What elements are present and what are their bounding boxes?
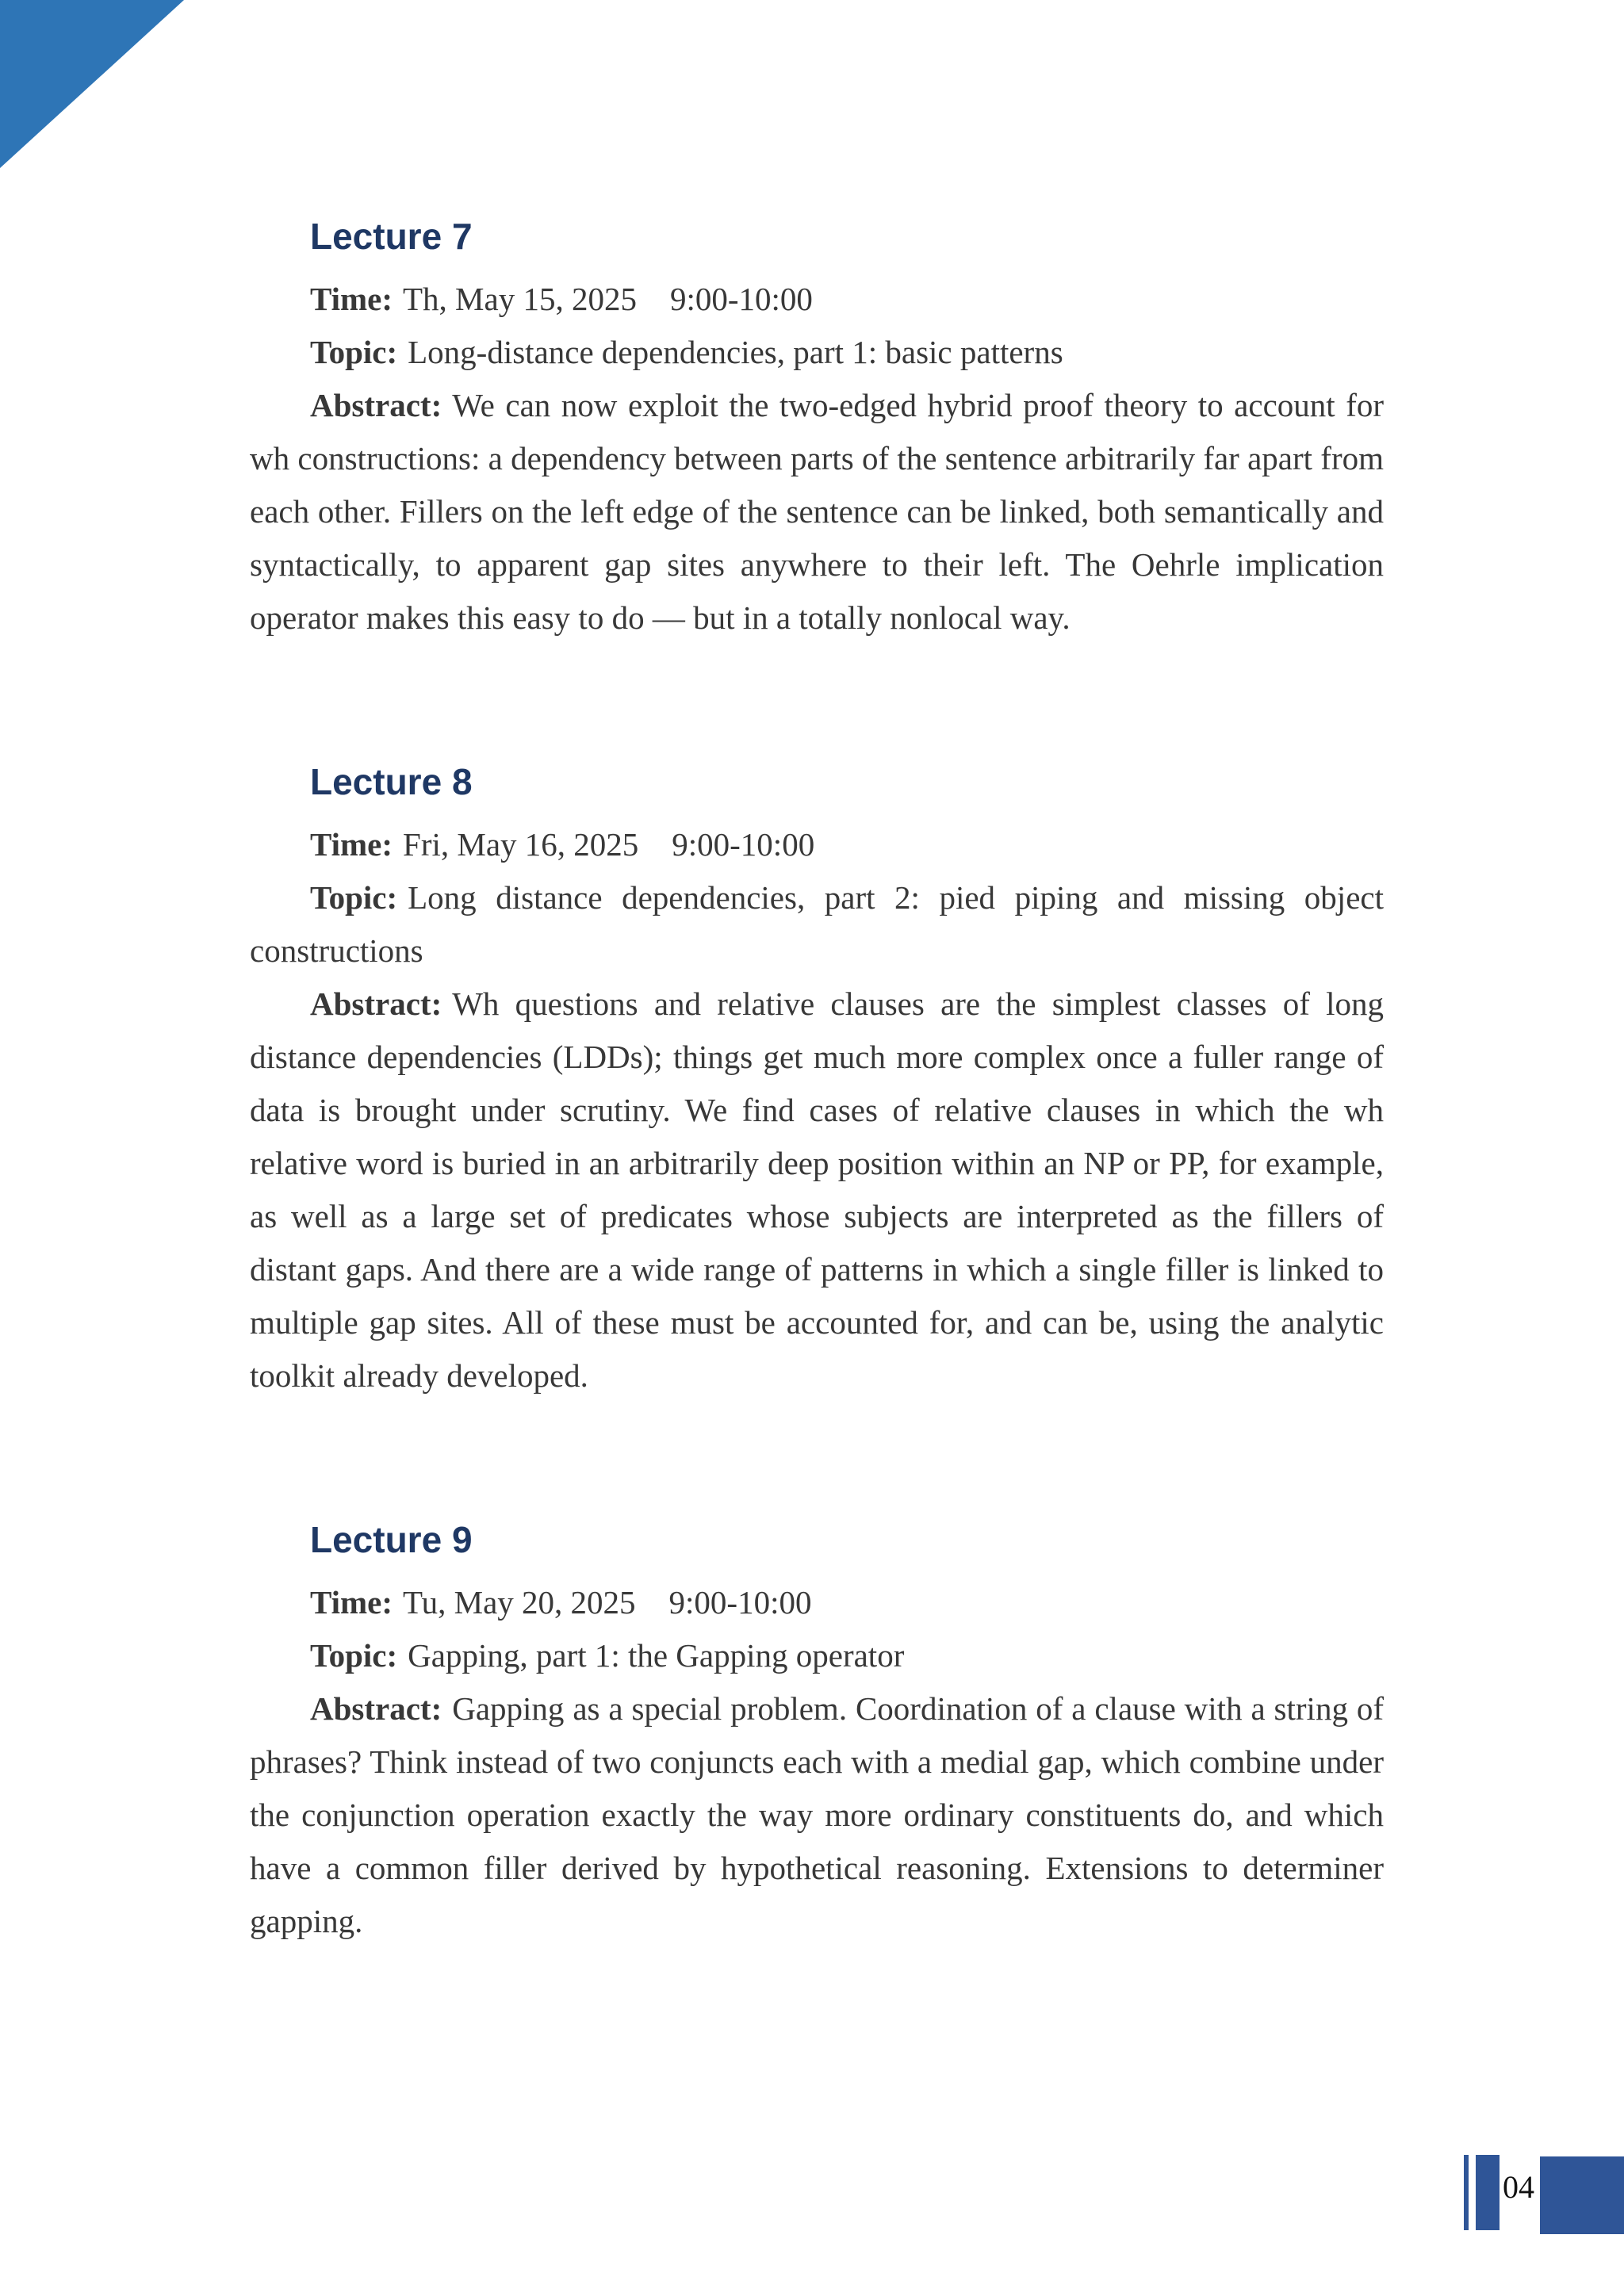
topic-label: Topic: [310,1637,398,1674]
footer-wide-bar [1476,2155,1500,2230]
time-range: 9:00-10:00 [668,1584,812,1621]
time-date: Tu, May 20, 2025 [403,1584,636,1621]
lecture-9-time-line [250,1576,1384,1629]
abstract-text: We can now exploit the two-edged hybrid proof theory to account for wh constructions: a dependency between parts of the sentence arbitrarily far apart from each other. Fillers on the left edge of the sentence can be linked, both semantically and syntactically, to apparent gap sites anywhere to their left. The Oehrle implication operator makes this easy to do — but in a totally nonlocal way. [250,387,1384,636]
footer-thin-bar [1464,2155,1469,2230]
lecture-7-title: Lecture 7 [310,216,473,257]
corner-triangle-shape [0,0,184,168]
lecture-8-time-line [250,818,1384,871]
lecture-7-time-line [250,273,1384,326]
abstract-label: Abstract: [310,1690,442,1727]
topic-label: Topic: [310,879,398,916]
lecture-9-section [250,1517,1384,1948]
topic-text: Gapping, part 1: the Gapping operator [408,1637,905,1674]
footer-block [1540,2156,1624,2234]
time-date: Fri, May 16, 2025 [403,826,639,863]
corner-triangle-decoration [0,0,184,168]
lecture-9-abstract [250,1682,1384,1948]
time-label: Time: [310,826,393,863]
lecture-9-title: Lecture 9 [310,1519,473,1560]
topic-text: Long distance dependencies, part 2: pied piping and missing object constructions [250,879,1384,969]
abstract-label: Abstract: [310,985,442,1022]
lecture-8-title: Lecture 8 [310,761,473,802]
lecture-7-abstract [250,379,1384,645]
page-number: 04 [1503,2169,1534,2205]
lecture-7-topic-line [250,326,1384,379]
abstract-label: Abstract: [310,387,442,423]
time-date: Th, May 15, 2025 [403,281,637,317]
lecture-9-topic-line [250,1629,1384,1682]
topic-text: Long-distance dependencies, part 1: basic patterns [408,334,1063,370]
lecture-8-abstract [250,978,1384,1402]
lecture-7-section [250,214,1384,645]
time-label: Time: [310,1584,393,1621]
time-range: 9:00-10:00 [672,826,815,863]
lecture-8-topic-line [250,871,1384,978]
topic-label: Topic: [310,334,398,370]
lecture-8-section [250,760,1384,1402]
time-range: 9:00-10:00 [669,281,813,317]
lectures-content [250,0,1384,1948]
abstract-text: Wh questions and relative clauses are the simplest classes of long distance dependencies (LDDs); things get much more complex once a fuller range of data is brought under scrutiny. We find cases of relative clauses in which the wh relative word is buried in an arbitrarily deep position within an NP or PP, for example, as well as a large set of predicates whose subjects are interpreted as the fillers of distant gaps. And there are a wide range of patterns in which a single filler is linked to multiple gap sites. All of these must be accounted for, and can be, using the analytic toolkit already developed. [250,985,1384,1394]
footer-decoration [1464,2153,1624,2234]
time-label: Time: [310,281,393,317]
abstract-text: Gapping as a special problem. Coordination of a clause with a string of phrases? Think instead of two conjuncts each with a medial gap, which combine under the conjunction operation exactly the way more ordinary constituents do, and which have a common filler derived by hypothetical reasoning. Extensions to determiner gapping. [250,1690,1384,1939]
